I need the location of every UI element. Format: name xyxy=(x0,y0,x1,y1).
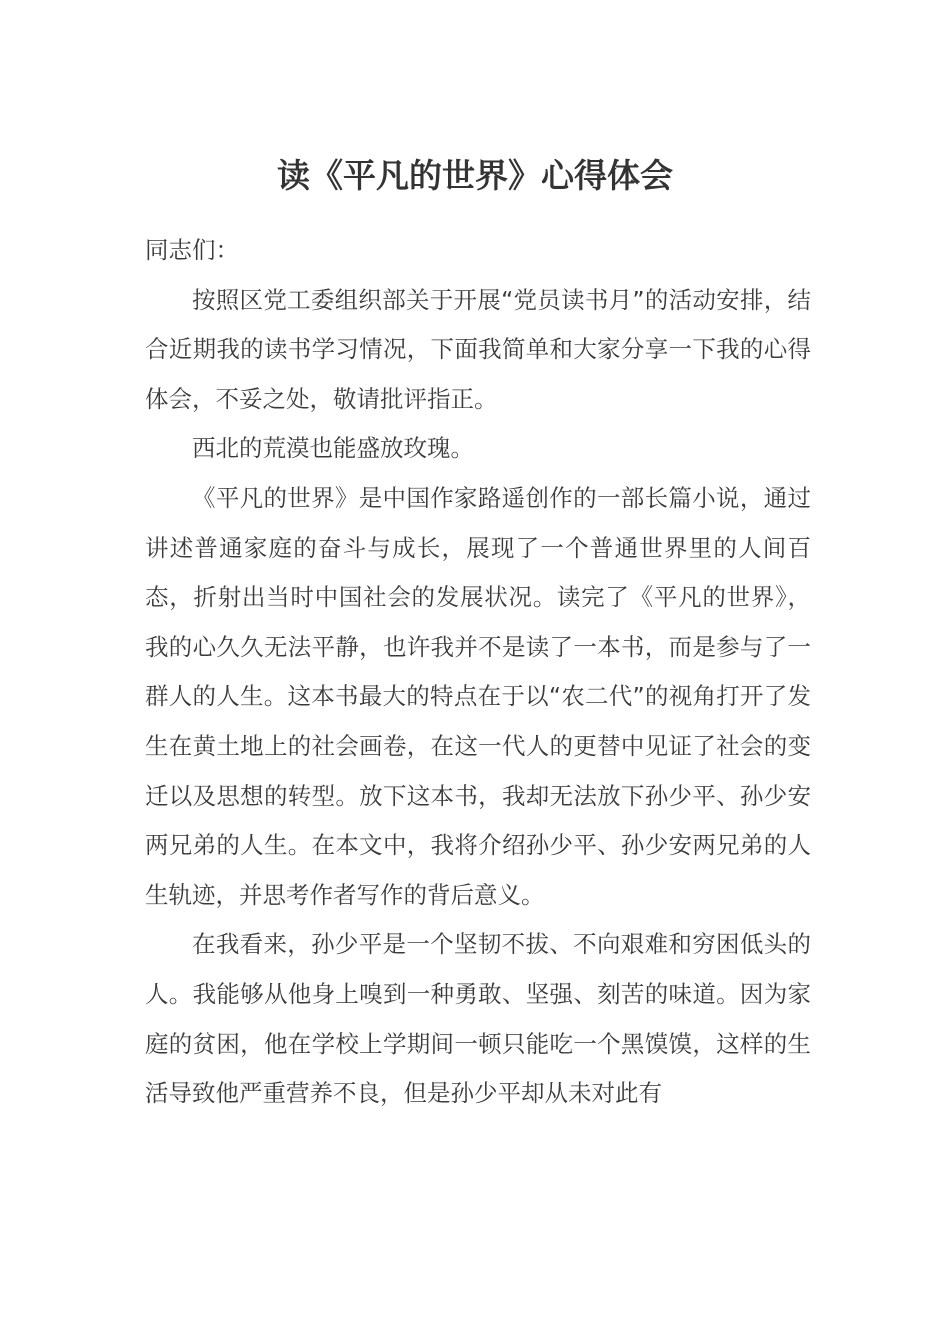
paragraph-intro: 按照区党工委组织部关于开展“党员读书月”的活动安排，结合近期我的读书学习情况，下面我简单和大家分享一下我的心得体会，不妥之处，敬请批评指正。 xyxy=(145,285,811,413)
salutation: 同志们： xyxy=(145,236,239,264)
document-body xyxy=(145,226,811,1119)
paragraph-book-overview: 《平凡的世界》是中国作家路遥创作的一部长篇小说，通过讲述普通家庭的奋斗与成长，展现了一个普通世界里的人间百态，折射出当时中国社会的发展状况。读完了《平凡的世界》，我的心久久无法平静，也许我并不是读了一本书，而是参与了一群人的人生。这本书最大的特点在于以“农二代”的视角打开了发生在黄土地上的社会画卷，在这一代人的更替中见证了社会的变迁以及思想的转型。放下这本书，我却无法放下孙少平、孙少安两兄弟的人生。在本文中，我将介绍孙少平、孙少安两兄弟的人生轨迹，并思考作者写作的背后意义。 xyxy=(145,483,811,909)
paragraph-subheading: 西北的荒漠也能盛放玫瑰。 xyxy=(192,434,474,463)
document-title: 读《平凡的世界》心得体会 xyxy=(277,156,673,195)
paragraph-sun-shaoping: 在我看来，孙少平是一个坚韧不拔、不向艰难和穷困低头的人。我能够从他身上嗅到一种勇敢、坚强、刻苦的味道。因为家庭的贫困，他在学校上学期间一顿只能吃一个黑馍馍，这样的生活导致他严重营养不良，但是孙少平却从未对此有 xyxy=(145,930,811,1108)
